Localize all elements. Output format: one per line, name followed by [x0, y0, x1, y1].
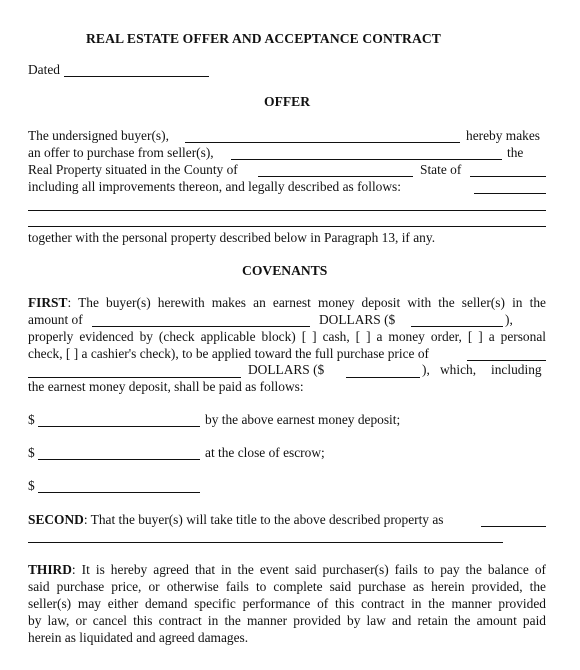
title-vesting-field-2[interactable]: [28, 542, 503, 543]
third-label: THIRD: [28, 562, 72, 577]
earnest-amount-words-field[interactable]: [92, 326, 310, 327]
payment-2-field[interactable]: [38, 459, 200, 460]
purchase-price-words-field-1[interactable]: [467, 360, 546, 361]
first-line-5c: which,: [440, 362, 477, 377]
dated-label: Dated: [28, 62, 60, 77]
first-line-3: properly evidenced by (check applicable block) [ ] cash, [ ] a money order, [ ] a personal: [28, 329, 546, 344]
second-line: [28, 512, 444, 528]
third-line-5: herein as liquidated and agreed damages.: [28, 630, 249, 645]
offer-line-1a: The undersigned buyer(s),: [28, 128, 169, 143]
buyer-name-field[interactable]: [185, 142, 460, 143]
offer-line-4: including all improvements thereon, and legally described as follows:: [28, 179, 401, 194]
state-field[interactable]: [470, 176, 546, 177]
first-line-5d: including: [491, 362, 542, 377]
payment-2-text: at the close of escrow;: [205, 445, 325, 460]
purchase-price-words-field-2[interactable]: [28, 377, 241, 378]
first-line-1-text: : The buyer(s) herewith makes an earnest money deposit with the seller(s) in the: [67, 295, 546, 310]
legal-description-line-1[interactable]: [474, 193, 546, 194]
county-field[interactable]: [258, 176, 413, 177]
first-line-2b: DOLLARS ($: [319, 312, 396, 327]
first-line-4a: check, [ ] a cashier's check), to be applied toward the full purchase price of: [28, 346, 429, 361]
legal-description-line-3[interactable]: [28, 226, 546, 227]
payment-1-symbol: $: [28, 412, 35, 427]
offer-line-3a: Real Property situated in the County of: [28, 162, 238, 177]
purchase-price-number-field[interactable]: [346, 377, 420, 378]
covenants-heading: COVENANTS: [242, 263, 328, 278]
third-line-4: by law, or cancel this contract in the manner provided by law and retain the amount paid: [28, 613, 546, 628]
payment-2-symbol: $: [28, 445, 35, 460]
legal-description-line-2[interactable]: [28, 210, 546, 211]
payment-3-field[interactable]: [38, 492, 200, 493]
offer-line-2b: the: [507, 145, 524, 160]
page-title: REAL ESTATE OFFER AND ACCEPTANCE CONTRACT: [86, 31, 441, 46]
first-label: FIRST: [28, 295, 68, 310]
earnest-amount-number-field[interactable]: [411, 326, 503, 327]
offer-line-5: together with the personal property described below in Paragraph 13, if any.: [28, 230, 436, 245]
dated-field[interactable]: [64, 76, 209, 77]
first-line-1: [28, 295, 546, 328]
seller-name-field[interactable]: [231, 159, 502, 160]
offer-heading: OFFER: [264, 94, 311, 109]
offer-line-1b: hereby makes: [466, 128, 540, 143]
offer-line-3b: State of: [420, 162, 462, 177]
first-line-5a: DOLLARS ($: [248, 362, 325, 377]
first-line-6: the earnest money deposit, shall be paid as follows:: [28, 379, 304, 394]
second-label: SECOND: [28, 512, 84, 527]
third-line-1-text: : It is hereby agreed that in the event said purchaser(s) fails to pay the balance of: [71, 562, 546, 577]
first-line-5b: ),: [422, 362, 430, 377]
third-line-3: seller(s) may either demand specific performance of this contract in the manner provided: [28, 596, 546, 611]
first-line-2c: ),: [505, 312, 513, 327]
payment-1-text: by the above earnest money deposit;: [205, 412, 401, 427]
first-line-2a: amount of: [28, 312, 83, 327]
offer-line-2a: an offer to purchase from seller(s),: [28, 145, 214, 160]
payment-3-symbol: $: [28, 478, 35, 493]
third-line-2: said purchase price, or otherwise fails to complete said purchase as herein provided, the: [28, 579, 546, 594]
payment-1-field[interactable]: [38, 426, 200, 427]
second-text: : That the buyer(s) will take title to the above described property as: [83, 512, 444, 527]
title-vesting-field-1[interactable]: [481, 526, 546, 527]
